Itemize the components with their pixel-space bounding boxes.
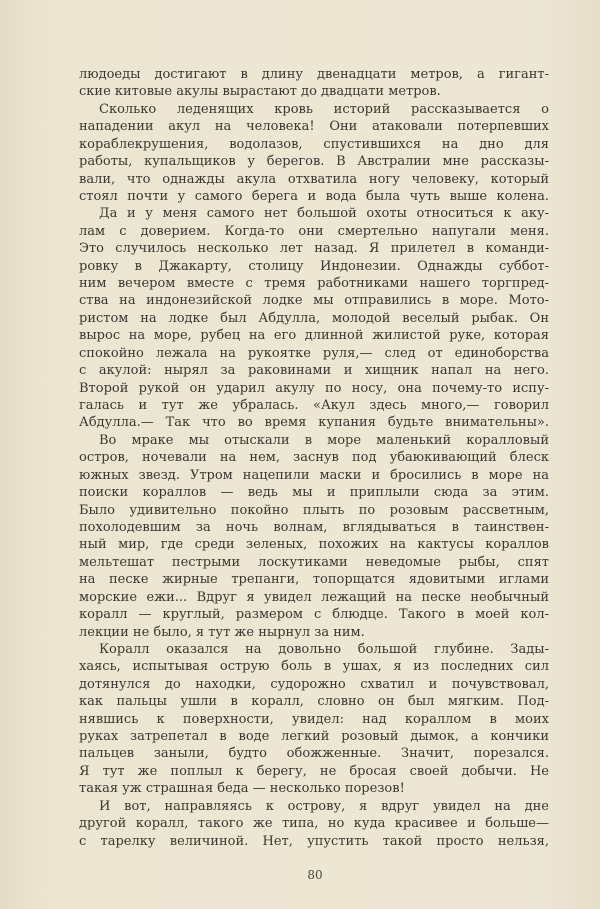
text-line: Второй рукой он ударил акулу по носу, она почему-то испу- [79,380,549,396]
text-line: И вот, направляясь к острову, я вдруг увидел на дне [99,798,549,814]
text-line: Во мраке мы отыскали в море маленький коралловый [99,432,549,448]
text-line: с тарелку величиной. Нет, упустить такой просто нельзя, [79,833,549,849]
text-line: хаясь, испытывая острую боль в ушах, я из последних сил [79,659,549,675]
text-line: Абдулла.— Так что во время купания будьте внимательны». [79,415,549,431]
text-line: кораблекрушения, водолазов, спустившихся на дно для [79,136,549,152]
text-line: стоял почти у самого берега и вода была чуть выше колена. [79,188,549,204]
text-line: поиски кораллов — ведь мы и приплыли сюда за этим. [79,485,549,501]
text-line: морские ежи... Вдруг я увидел лежащий на песке необычный [79,589,549,605]
text-line: спокойно лежала на рукоятке руля,— след от единоборства [79,345,549,361]
text-line: галась и тут же убралась. «Акул здесь много,— говорил [79,398,549,414]
text-line: вали, что однажды акула отхватила ногу человеку, который [79,171,549,187]
text-line: другой коралл, такого же типа, но куда красивее и больше— [79,816,549,832]
text-line: вырос на море, рубец на его длинной жилистой руке, которая [79,328,549,344]
text-line: Сколько леденящих кровь историй рассказывается о [99,101,549,117]
text-line: Было удивительно покойно плыть по розовым рассветным, [79,502,549,518]
text-line: похолодевшим за ночь волнам, вглядываться в таинствен- [79,519,549,535]
text-line: лам с доверием. Когда-то они смертельно напугали меня. [79,223,549,239]
text-line: ним вечером вместе с тремя работниками нашего торгпред- [79,276,549,292]
text-line: дотянулся до находки, судорожно схватил и почувствовал, [79,676,549,692]
text-line: руках затрепетал в воде легкий розовый дымок, а кончики [79,729,549,745]
text-line: ства на индонезийской лодке мы отправились в море. Мото- [79,293,549,309]
text-line: пальцев заныли, будто обожженные. Значит, порезался. [79,746,549,762]
text-line: лекции не было, я тут же нырнул за ним. [79,624,365,640]
text-line: остров, ночевали на нем, заснув под убаюкивающий блеск [79,450,549,466]
text-line: Я тут же поплыл к берегу, не бросая своей добычи. Не [79,763,549,779]
text-line: нявшись к поверхности, увидел: над кораллом в моих [79,711,549,727]
text-line: ровку в Джакарту, столицу Индонезии. Однажды суббот- [79,258,549,274]
text-line: мельтешат пестрыми лоскутиками неведомые рыбы, спят [79,554,549,570]
text-line: с акулой: нырял за раковинами и хищник напал на него. [79,363,549,379]
text-line: как пальцы ушли в коралл, словно он был мягким. Под- [79,694,549,710]
text-line: Да и у меня самого нет большой охоты относиться к аку- [99,206,549,222]
text-line: работы, купальщиков у берегов. В Австралии мне рассказы- [79,154,549,170]
page-number: 80 [307,868,323,882]
text-line: южных звезд. Утром нацепили маски и бросились в море на [79,467,549,483]
text-line: Это случилось несколько лет назад. Я прилетел в команди- [79,241,549,257]
text-line: людоеды достигают в длину двенадцати метров, а гигант- [79,67,549,82]
text-line: на песке жирные трепанги, топорщатся ядовитыми иглами [79,572,549,588]
text-line: ристом на лодке был Абдулла, молодой веселый рыбак. Он [79,310,549,326]
text-line: коралл — круглый, размером с блюдце. Такого в моей кол- [79,607,549,623]
text-line: ские китовые акулы вырастают до двадцати метров. [79,84,441,100]
text-line: такая уж страшная беда — несколько порезов! [79,781,405,797]
text-line: ный мир, где среди зеленых, похожих на кактусы кораллов [79,537,549,553]
body-text [79,66,549,850]
text-line: Коралл оказался на довольно большой глубине. Зады- [99,641,549,657]
text-line: нападении акул на человека! Они атаковали потерпевших [79,119,549,135]
